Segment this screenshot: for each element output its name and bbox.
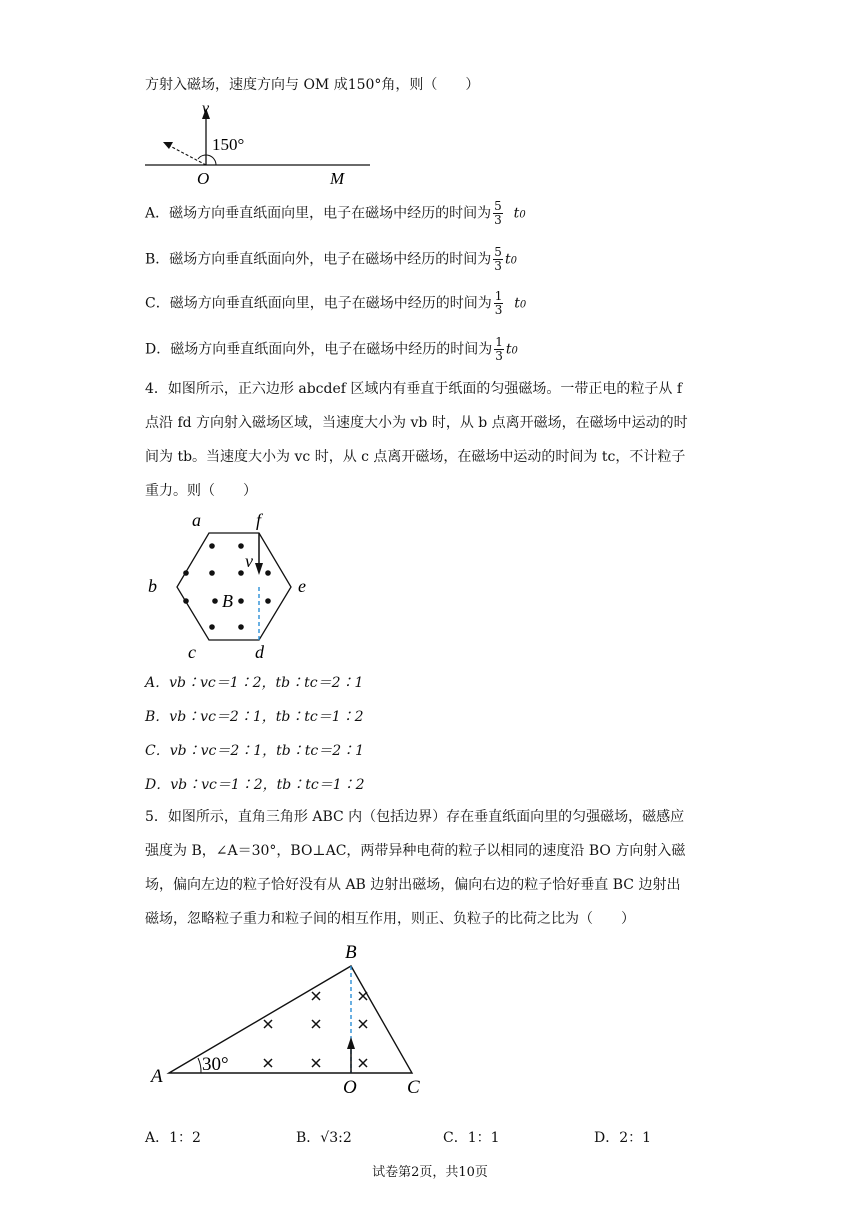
fraction: $\frac{1}{3}$ xyxy=(494,289,503,317)
t-symbol: t xyxy=(504,251,511,268)
q5-fig-C: C xyxy=(407,1077,420,1096)
t-subscript: 0 xyxy=(510,255,517,267)
q5-line-3: 场，偏向左边的粒子恰好没有从 AB 边射出磁场，偏向右边的粒子恰好垂直 BC 边射出 xyxy=(145,877,681,893)
q5-fig-O: O xyxy=(343,1077,357,1096)
q4-fig-a: a xyxy=(192,510,201,530)
q5-option-b[interactable]: B．√3:2 xyxy=(296,1130,352,1146)
q5-fig-B: B xyxy=(345,942,357,963)
q4-option-c[interactable]: C．vb∶vc＝2∶1，tb∶tc＝2∶1 xyxy=(145,743,365,759)
option-text: 磁场方向垂直纸面向外，电子在磁场中经历的时间为 xyxy=(170,341,493,358)
t-symbol: t xyxy=(513,205,520,222)
option-label: B． xyxy=(145,251,170,268)
t-symbol: t xyxy=(505,341,512,358)
option-text: 磁场方向垂直纸面向外，电子在磁场中经历的时间为 xyxy=(169,251,492,268)
q3-fig-O: O xyxy=(197,169,210,188)
q5-option-c[interactable]: C．1：1 xyxy=(443,1130,500,1146)
fraction: $\frac{5}{3}$ xyxy=(494,199,502,227)
q4-fig-e: e xyxy=(298,576,306,596)
t-subscript: 0 xyxy=(519,299,527,311)
q4-fig-v: v xyxy=(245,551,253,571)
q3-option-a[interactable] xyxy=(145,200,526,227)
q3-option-d[interactable] xyxy=(145,336,518,363)
t-symbol: t xyxy=(514,295,520,312)
option-text: 磁场方向垂直纸面向里，电子在磁场中经历的时间为 xyxy=(169,295,492,312)
q4-line-4: 重力。则（ ） xyxy=(145,483,257,499)
q5-line-4: 磁场，忽略粒子重力和粒子间的相互作用，则正、负粒子的比荷之比为（ ） xyxy=(145,911,635,927)
fraction: $\frac{1}{3}$ xyxy=(495,335,503,363)
q5-option-d[interactable]: D．2：1 xyxy=(594,1130,652,1146)
option-label: A． xyxy=(145,205,170,222)
q4-option-d[interactable]: D．vb∶vc＝1∶2，tb∶tc＝1∶2 xyxy=(145,777,365,793)
q3-fig-v: v xyxy=(202,100,210,117)
q4-fig-c: c xyxy=(188,642,196,662)
q3-stem: 方射入磁场，速度方向与 OM 成150°角，则（ ） xyxy=(145,77,480,93)
q4-line-1: 4．如图所示，正六边形 abcdef 区域内有垂直于纸面的匀强磁场。一带正电的粒子从 f xyxy=(145,381,683,397)
t-subscript: 0 xyxy=(519,209,526,221)
q5-line-1: 5．如图所示，直角三角形 ABC 内（包括边界）存在垂直纸面向里的匀强磁场，磁感应 xyxy=(145,809,685,825)
q3-figure xyxy=(140,96,380,191)
q4-hexagon-figure xyxy=(140,505,320,665)
q4-fig-f: f xyxy=(256,510,262,530)
q4-line-2: 点沿 fd 方向射入磁场区域，当速度大小为 vb 时，从 b 点离开磁场，在磁场中运动的时 xyxy=(145,415,688,431)
option-label: C． xyxy=(145,295,170,312)
q5-fig-angle: 30° xyxy=(202,1054,229,1075)
q4-fig-d: d xyxy=(255,642,264,662)
q3-fig-angle: 150° xyxy=(212,135,245,154)
q5-line-2: 强度为 B，∠A＝30°，BO⊥AC，两带异种电荷的粒子以相同的速度沿 BO 方向射入磁 xyxy=(145,843,686,859)
q3-option-b[interactable] xyxy=(145,246,517,273)
q5-fig-A: A xyxy=(151,1066,163,1087)
q4-option-b[interactable]: B．vb∶vc＝2∶1，tb∶tc＝1∶2 xyxy=(145,709,364,725)
t-subscript: 0 xyxy=(511,345,518,357)
q4-fig-B: B xyxy=(222,591,233,611)
q5-option-a[interactable]: A．1：2 xyxy=(145,1130,201,1146)
q5-triangle-figure xyxy=(145,936,445,1096)
fraction: $\frac{5}{3}$ xyxy=(494,245,502,273)
q3-fig-M: M xyxy=(330,169,345,188)
q4-line-3: 间为 tb。当速度大小为 vc 时，从 c 点离开磁场，在磁场中运动的时间为 tc，不计粒子 xyxy=(145,449,686,465)
q3-option-c[interactable] xyxy=(145,290,526,317)
q4-fig-b: b xyxy=(148,576,157,596)
q4-option-a[interactable]: A．vb∶vc＝1∶2，tb∶tc＝2∶1 xyxy=(145,675,364,691)
page-footer: 试卷第2页，共10页 xyxy=(372,1165,488,1180)
option-text: 磁场方向垂直纸面向里，电子在磁场中经历的时间为 xyxy=(169,205,492,222)
option-label: D． xyxy=(145,341,171,358)
